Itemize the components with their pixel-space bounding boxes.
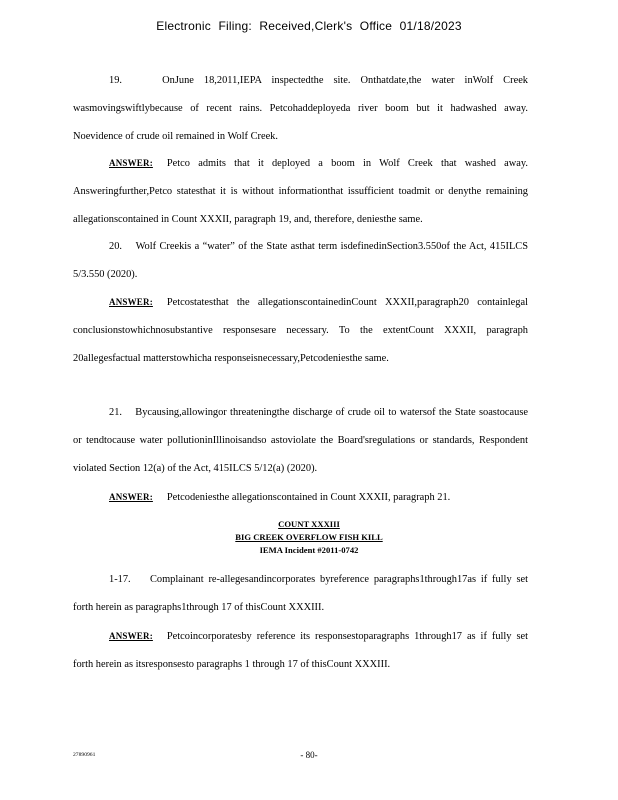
paragraph-19 xyxy=(73,67,528,151)
paragraph-number: 20. xyxy=(109,241,122,252)
answer-20 xyxy=(73,288,528,373)
answer-text: Petco admits that it deployed a boom in Wolf Creek that washed away. Answeringfurther,Petco statesthat it is without informationthat issufficient toadmit or denythe remaining allegationscontained in Count XXXII, paragraph 19, and, therefore, deniesthe same. xyxy=(73,158,528,225)
paragraph-1-17 xyxy=(73,566,528,622)
paragraph-number: 21. xyxy=(109,407,122,418)
count-subtitle: BIG CREEK OVERFLOW FISH KILL xyxy=(235,532,383,542)
answer-19 xyxy=(73,149,528,234)
answer-text: Petcodeniesthe allegationscontained in Count XXXII, paragraph 21. xyxy=(166,492,451,503)
answer-label: ANSWER: xyxy=(109,492,153,502)
paragraph-text: Bycausing,allowingor threateningthe discharge of crude oil to watersof the State soastocause or tendtocause water pollutioninIllinoisandso astoviolate the Board'sregulations or standards, Respondent violated Section 12(a) of the Act, 415ILCS 5/12(a) (2020). xyxy=(73,407,529,474)
paragraph-text: Complainant re-allegesandincorporates byreference paragraphs1through17as if fully set forth herein as paragraphs1through 17 of thisCount XXXIII. xyxy=(73,574,528,613)
incident-number: IEMA Incident #2011-0742 xyxy=(259,545,359,555)
page-number: - 80- xyxy=(300,750,318,760)
document-id: 27890961 xyxy=(73,752,96,758)
paragraph-20 xyxy=(73,233,528,289)
paragraph-text: OnJune 18,2011,IEPA inspectedthe site. Onthatdate,the water inWolf Creek wasmovingswiftlybecause of recent rains. Petcohaddeployeda river boom but it hadwashed away. Noevidence of crude oil remained in Wolf Creek. xyxy=(73,75,528,142)
count-xxxiii-heading xyxy=(0,518,618,557)
filing-stamp-header: Electronic Filing: Received,Clerk's Office 01/18/2023 xyxy=(156,19,462,33)
answer-label: ANSWER: xyxy=(109,297,153,307)
answer-1-17 xyxy=(73,622,528,679)
paragraph-number: 1-17. xyxy=(109,574,131,585)
answer-label: ANSWER: xyxy=(109,158,153,168)
count-title: COUNT XXXIII xyxy=(278,519,340,529)
paragraph-text: Wolf Creekis a “water” of the State asthat term isdefinedinSection3.550of the Act, 415ILCS 5/3.550 (2020). xyxy=(73,241,529,280)
answer-21 xyxy=(73,483,528,512)
answer-text: Petcostatesthat the allegationscontainedinCount XXXII,paragraph20 containlegal conclusionstowhichnosubstantive responsesare necessary. To the extentCount XXXII, paragraph 20allegesfactual matterstowhicha responseisnecessary,Petcodeniesthe same. xyxy=(73,297,528,364)
answer-text: Petcoincorporatesby reference its responsestoparagraphs 1through17 as if fully set forth herein as itsresponsesto paragraphs 1 through 17 of thisCount XXXIII. xyxy=(73,631,528,670)
paragraph-21 xyxy=(73,399,528,483)
answer-label: ANSWER: xyxy=(109,631,153,641)
paragraph-number: 19. xyxy=(109,75,122,86)
